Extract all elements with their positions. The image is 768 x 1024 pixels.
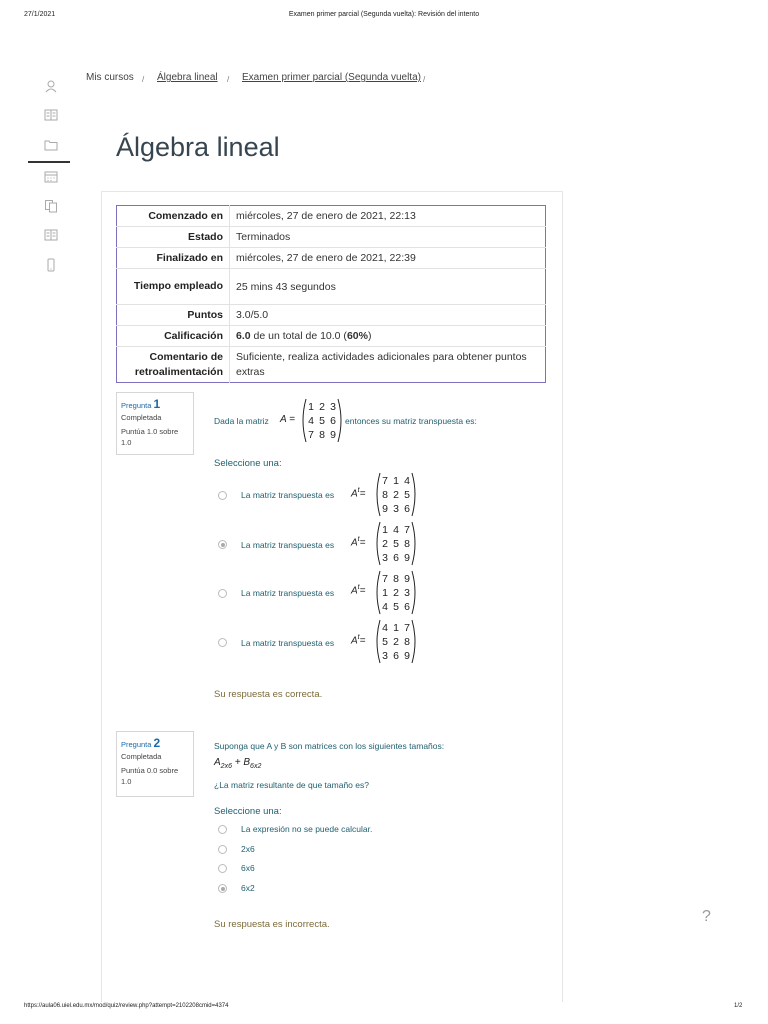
summary-row-finished: [117, 248, 546, 269]
summary-label: Estado: [117, 227, 230, 248]
book-open-icon[interactable]: [44, 228, 58, 242]
grade-value: 6.0: [236, 330, 251, 342]
q1-option-2-name: $A^t=$: [351, 536, 366, 549]
summary-value: Terminados: [230, 227, 546, 248]
matrix-cell: 2: [393, 587, 399, 599]
matrix-cell: 7: [308, 429, 314, 441]
matrix-cell: 9: [382, 503, 388, 515]
attempt-summary-table: [116, 205, 546, 383]
copy-icon[interactable]: [44, 199, 58, 213]
matrix-cell: 9: [404, 552, 410, 564]
matrix-cell: 7: [404, 622, 410, 634]
q1-option-1-radio[interactable]: [218, 491, 227, 500]
summary-value: miércoles, 27 de enero de 2021, 22:13: [236, 210, 416, 222]
matrix-svg: [374, 521, 418, 566]
sidebar-active-indicator: [28, 161, 70, 163]
matrix-cell: 7: [382, 573, 388, 585]
mobile-icon[interactable]: [44, 258, 58, 272]
summary-value: 25 mins 43 segundos: [230, 269, 546, 305]
breadcrumb-home[interactable]: Mis cursos: [86, 72, 134, 83]
q1-option-3-matrix: [374, 570, 418, 620]
breadcrumb-course-link[interactable]: Álgebra lineal: [157, 72, 218, 83]
calendar-icon[interactable]: [44, 170, 58, 184]
matrix-cell: 2: [382, 538, 388, 550]
matrix-left-paren: [303, 399, 306, 442]
select-one-label: Seleccione una:: [214, 458, 282, 469]
matrix-cell: 1: [393, 622, 399, 634]
matrix-cell: 3: [382, 552, 388, 564]
matrix-cell: 8: [404, 538, 410, 550]
matrix-cell: 4: [382, 601, 388, 613]
question-1-matrix: [300, 398, 344, 448]
matrix-cell: 4: [308, 415, 314, 427]
summary-label: Tiempo empleado: [117, 269, 230, 305]
question-1-text-before: Dada la matriz: [214, 416, 269, 426]
question-2-subtext: ¿La matriz resultante de que tamaño es?: [214, 780, 369, 790]
matrix-svg: [374, 570, 418, 615]
print-url: https://aula06.uiel.edu.mx/mod/quiz/review.php?attempt=2102208cmid=4374: [24, 1003, 229, 1009]
q2-option-1-text[interactable]: La expresión no se puede calcular.: [241, 824, 373, 834]
matrix-cell: 5: [319, 415, 325, 427]
matrix-cell: 1: [382, 524, 388, 536]
matrix-cell: 2: [393, 489, 399, 501]
matrix-cell: 8: [319, 429, 325, 441]
matrix-cell: 9: [330, 429, 336, 441]
matrix-cell: 5: [382, 636, 388, 648]
matrix-cell: 9: [404, 573, 410, 585]
matrix-cell: 6: [393, 650, 399, 662]
q1-option-1-name: $A^t=$: [351, 487, 366, 500]
summary-value: 3.0/5.0: [230, 305, 546, 326]
matrix-cell: 8: [382, 489, 388, 501]
question-number: Pregunta 2: [121, 736, 161, 750]
summary-label: Finalizado en: [117, 248, 230, 269]
matrix-cell: 3: [393, 503, 399, 515]
matrix-cell: 4: [404, 475, 410, 487]
question-score: Puntúa 1.0 sobre 1.0: [121, 427, 179, 448]
matrix-right-paren: [412, 620, 415, 663]
grade-percent: 60%: [346, 330, 368, 342]
q1-option-2-matrix: [374, 521, 418, 571]
matrix-cell: 1: [382, 587, 388, 599]
summary-row-grade: [117, 326, 546, 347]
matrix-left-paren: [377, 571, 380, 614]
matrix-cell: 6: [393, 552, 399, 564]
q1-option-2-radio[interactable]: [218, 540, 227, 549]
matrix-cell: 5: [404, 489, 410, 501]
grade-text: de un total de 10.0 (: [250, 330, 347, 342]
summary-value: [230, 326, 546, 347]
q2-option-2-text[interactable]: 2x6: [241, 844, 255, 854]
question-number: Pregunta 1: [121, 397, 161, 411]
q2-option-4-radio[interactable]: [218, 884, 227, 893]
q2-option-2-radio[interactable]: [218, 845, 227, 854]
breadcrumb-quiz-link[interactable]: Examen primer parcial (Segunda vuelta): [242, 72, 421, 83]
matrix-name: A =: [280, 414, 295, 425]
matrix-left-paren: [377, 473, 380, 516]
matrix-cell: 3: [382, 650, 388, 662]
help-button[interactable]: ?: [702, 908, 711, 925]
matrix-right-paren: [412, 522, 415, 565]
question-state: Completada: [121, 413, 162, 423]
q2-option-3-radio[interactable]: [218, 864, 227, 873]
question-2-formula: $A_{2x6} + B_{6x2}$: [214, 757, 262, 770]
question-2-info: [116, 731, 194, 797]
summary-label: Comenzado en: [117, 206, 230, 227]
question-1-info: [116, 392, 194, 455]
select-one-label: Seleccione una:: [214, 806, 282, 817]
summary-value: miércoles, 27 de enero de 2021, 22:39: [230, 248, 546, 269]
q2-option-4-text[interactable]: 6x2: [241, 883, 255, 893]
matrix-cell: 8: [404, 636, 410, 648]
matrix-cell: 6: [404, 503, 410, 515]
matrix-cell: 1: [393, 475, 399, 487]
matrix-svg: [300, 398, 344, 443]
q1-option-1-text[interactable]: La matriz transpuesta es: [241, 490, 335, 500]
print-title: Examen primer parcial (Segunda vuelta): Revisión del intento: [288, 11, 480, 18]
q2-option-1-radio[interactable]: [218, 825, 227, 834]
q1-option-3-text[interactable]: La matriz transpuesta es: [241, 588, 335, 598]
summary-row-time: [117, 269, 546, 305]
q2-feedback: Su respuesta es incorrecta.: [214, 919, 330, 930]
matrix-cell: 9: [404, 650, 410, 662]
folder-icon[interactable]: [44, 138, 58, 152]
q2-option-3-text[interactable]: 6x6: [241, 863, 255, 873]
summary-row-points: [117, 305, 546, 326]
q1-option-4-name: $A^t=$: [351, 634, 366, 647]
matrix-cell: 3: [330, 401, 336, 413]
summary-value: Suficiente, realiza actividades adicionales para obtener puntos extras: [230, 347, 546, 383]
matrix-cell: 5: [393, 538, 399, 550]
print-page-number: 1/2: [734, 1003, 743, 1009]
matrix-left-paren: [377, 522, 380, 565]
breadcrumb-separator: /: [423, 75, 426, 84]
print-date: 27/1/2021: [24, 11, 56, 18]
user-icon[interactable]: [44, 79, 58, 93]
summary-row-state: [117, 227, 546, 248]
matrix-cell: 4: [393, 524, 399, 536]
grade-text-end: ): [367, 330, 372, 342]
q1-option-1-matrix: [374, 472, 418, 522]
book-icon[interactable]: [44, 108, 58, 122]
q1-option-4-text[interactable]: La matriz transpuesta es: [241, 638, 335, 648]
question-1-text-after: entonces su matriz transpuesta es:: [345, 416, 477, 426]
matrix-cell: 7: [382, 475, 388, 487]
question-score: Puntúa 0.0 sobre 1.0: [121, 766, 179, 787]
matrix-svg: [374, 619, 418, 664]
matrix-svg: [374, 472, 418, 517]
question-state: Completada: [121, 752, 162, 762]
summary-label: Puntos: [117, 305, 230, 326]
matrix-cell: 2: [319, 401, 325, 413]
breadcrumb-separator: /: [227, 75, 230, 84]
matrix-cell: 1: [308, 401, 314, 413]
summary-label: Calificación: [117, 326, 230, 347]
question-2-text: Suponga que A y B son matrices con los siguientes tamaños:: [214, 741, 445, 751]
matrix-cell: 6: [404, 601, 410, 613]
q1-feedback: Su respuesta es correcta.: [214, 689, 323, 700]
q1-option-4-radio[interactable]: [218, 638, 227, 647]
page-title: Álgebra lineal: [116, 132, 280, 162]
summary-row-start: [117, 206, 546, 227]
q1-option-2-text[interactable]: La matriz transpuesta es: [241, 540, 335, 550]
summary-label: Comentario de retroalimentación: [117, 347, 230, 383]
matrix-right-paren: [412, 473, 415, 516]
q1-option-3-radio[interactable]: [218, 589, 227, 598]
matrix-cell: 7: [404, 524, 410, 536]
summary-row-feedback: [117, 347, 546, 383]
matrix-cell: 5: [393, 601, 399, 613]
q1-option-3-name: $A^t=$: [351, 584, 366, 597]
matrix-cell: 6: [330, 415, 336, 427]
q1-option-4-matrix: [374, 619, 418, 669]
breadcrumb-separator: /: [142, 75, 145, 84]
matrix-cell: 8: [393, 573, 399, 585]
matrix-cell: 4: [382, 622, 388, 634]
matrix-right-paren: [338, 399, 341, 442]
matrix-left-paren: [377, 620, 380, 663]
matrix-cell: 3: [404, 587, 410, 599]
matrix-cell: 2: [393, 636, 399, 648]
matrix-right-paren: [412, 571, 415, 614]
